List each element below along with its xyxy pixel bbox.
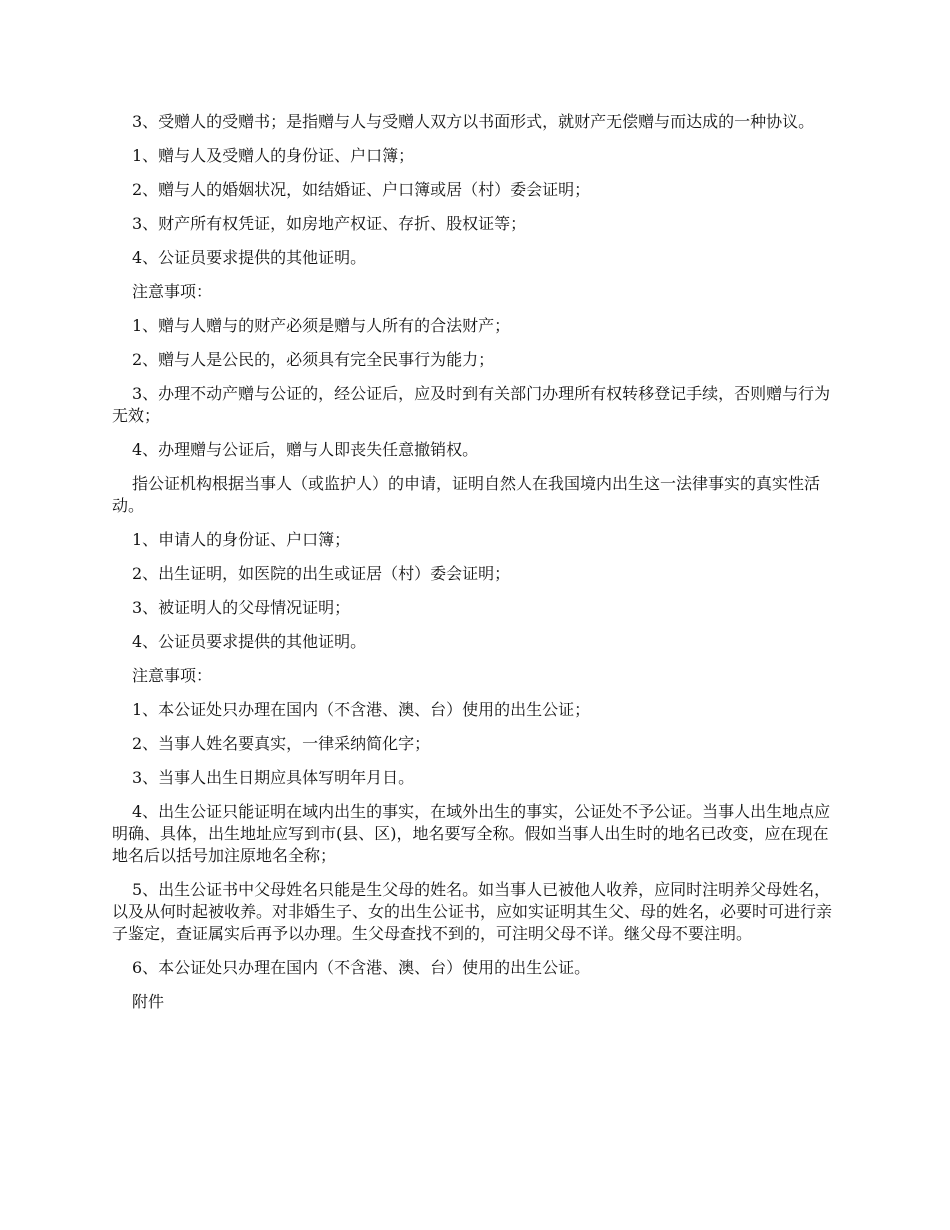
paragraph-birth-note-1: 1、本公证处只办理在国内（不含港、澳、台）使用的出生公证； bbox=[132, 700, 591, 719]
paragraph-gift-note-2: 2、赠与人是公民的，必须具有完全民事行为能力； bbox=[132, 350, 495, 369]
paragraph-gift-id-docs: 1、赠与人及受赠人的身份证、户口簿； bbox=[132, 146, 415, 165]
paragraph-birth-note-6: 6、本公证处只办理在国内（不含港、澳、台）使用的出生公证。 bbox=[132, 958, 591, 977]
heading-attachment: 附件 bbox=[132, 992, 165, 1011]
paragraph-gift-note-3: 3、办理不动产赠与公证的，经公证后，应及时到有关部门办理所有权转移登记手续，否则赠与行为无效； bbox=[112, 384, 831, 425]
paragraph-birth-note-5: 5、出生公证书中父母姓名只能是生父母的姓名。如当事人已被他人收养，应同时注明养父母姓名，以及从何时起被收养。对非婚生子、女的出生公证书，应如实证明其生父、母的姓名，必要时可进行亲子鉴定，查证属实后再予以办理。生父母查找不到的，可注明父母不详。继父母不要注明。 bbox=[112, 880, 833, 943]
paragraph-gift-agreement: 3、受赠人的受赠书；是指赠与人与受赠人双方以书面形式，就财产无偿赠与而达成的一种协议。 bbox=[132, 112, 815, 131]
paragraph-gift-property-certificate: 3、财产所有权凭证，如房地产权证、存折、股权证等； bbox=[132, 214, 527, 233]
paragraph-gift-note-1: 1、赠与人赠与的财产必须是赠与人所有的合法财产； bbox=[132, 316, 511, 335]
heading-gift-notes: 注意事项： bbox=[132, 282, 213, 301]
paragraph-gift-marital-status: 2、赠与人的婚姻状况，如结婚证、户口簿或居（村）委会证明； bbox=[132, 180, 591, 199]
paragraph-birth-other-proof: 4、公证员要求提供的其他证明。 bbox=[132, 632, 367, 651]
paragraph-gift-note-4: 4、办理赠与公证后，赠与人即丧失任意撤销权。 bbox=[132, 440, 479, 459]
paragraph-birth-id-docs: 1、申请人的身份证、户口簿； bbox=[132, 530, 351, 549]
paragraph-birth-note-2: 2、当事人姓名要真实，一律采纳简化字； bbox=[132, 734, 431, 753]
heading-birth-notes: 注意事项： bbox=[132, 666, 213, 685]
paragraph-birth-note-3: 3、当事人出生日期应具体写明年月日。 bbox=[132, 768, 415, 787]
paragraph-birth-certificate: 2、出生证明，如医院的出生或证居（村）委会证明； bbox=[132, 564, 511, 583]
paragraph-birth-definition: 指公证机构根据当事人（或监护人）的申请，证明自然人在我国境内出生这一法律事实的真实性活动。 bbox=[112, 474, 821, 515]
paragraph-gift-other-proof: 4、公证员要求提供的其他证明。 bbox=[132, 248, 367, 267]
paragraph-birth-parents-proof: 3、被证明人的父母情况证明； bbox=[132, 598, 351, 617]
paragraph-birth-note-4: 4、出生公证只能证明在域内出生的事实，在域外出生的事实，公证处不予公证。当事人出生地点应明确、具体，出生地址应写到市(县、区)，地名要写全称。假如当事人出生时的地名已改变，应在现在地名后以括号加注原地名全称； bbox=[112, 802, 831, 865]
